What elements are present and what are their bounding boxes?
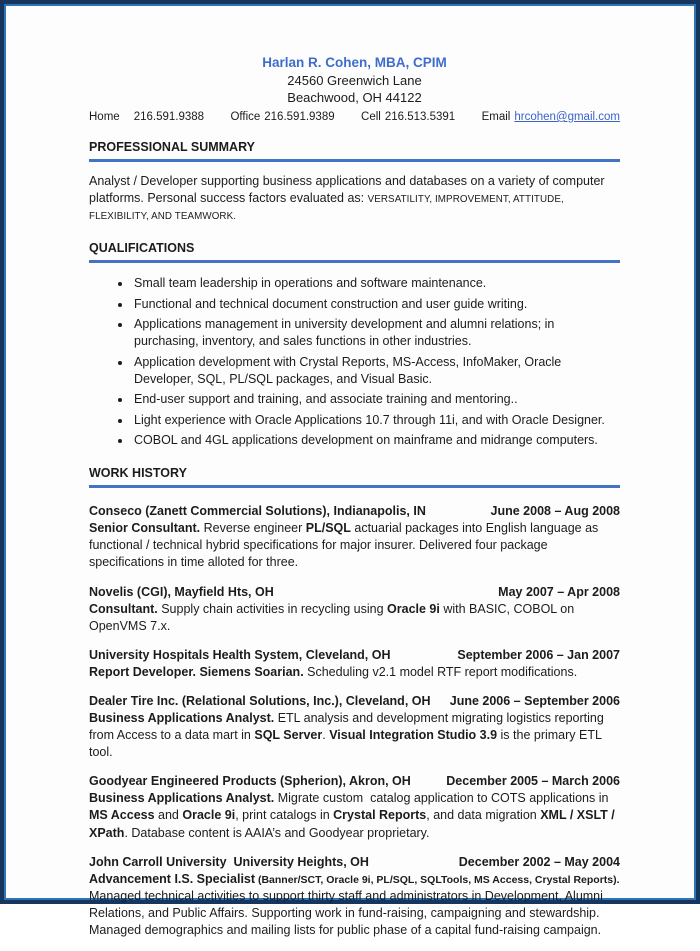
job-description-segment: MS Access	[89, 808, 155, 823]
professional-summary-heading: PROFESSIONAL SUMMARY	[89, 140, 620, 162]
job-entry-goodyear	[89, 773, 620, 841]
job-list	[89, 503, 624, 939]
email-link[interactable]: hrcohen@gmail.com	[514, 110, 620, 123]
resume-content	[89, 54, 624, 951]
job-description-segment: (Banner/SCT, Oracle 9i, PL/SQL, SQLTools, MS Access, Crystal Reports).	[255, 873, 620, 886]
qualification-item: • Application development with Crystal Reports, MS-Access, InfoMaker, Oracle Developer, SQL, PL/SQL packages, and Visual Basic.	[132, 354, 620, 388]
contact-email	[482, 111, 620, 123]
job-description-segment: . Database content is AAIA’s and Goodyear proprietary.	[124, 825, 430, 840]
job-description-segment: Supply chain activities in recycling using	[157, 601, 388, 616]
cell-label: Cell	[361, 110, 381, 123]
job-description-segment: .	[322, 728, 330, 743]
job-header	[89, 854, 620, 871]
job-dates: December 2002 – May 2004	[458, 854, 620, 869]
job-entry-john-carroll	[89, 854, 624, 940]
job-description-segment: Oracle 9i	[182, 808, 236, 823]
cell-phone: 216.513.5391	[384, 110, 456, 123]
professional-summary-body	[89, 173, 620, 224]
job-description-segment: with BASIC, COBOL on OpenVMS 7.x.	[89, 601, 578, 633]
job-description-segment: Managed technical activities to support thirty staff and administrators in Development, Alumni Relations, and Public Affairs. Supporting work in fund-raising, campaigning and stewardship. Managed demographics and mailing lists for public phase of a capital fund-raising campaign.	[89, 871, 624, 938]
job-description-segment: is the primary ETL tool.	[89, 728, 605, 760]
job-description-segment: and	[154, 808, 183, 823]
job-entry-dealer-tire	[89, 693, 620, 761]
job-description	[89, 871, 624, 940]
job-entry-conseco	[89, 503, 620, 571]
candidate-name: Harlan R. Cohen, MBA, CPIM	[262, 55, 447, 70]
job-description	[89, 710, 620, 761]
job-header	[89, 584, 620, 601]
job-description-segment: Report Developer. Siemens Soarian.	[89, 664, 304, 679]
resume-header	[89, 54, 620, 123]
job-description-segment: Advancement I.S. Specialist	[89, 871, 256, 886]
section-professional-summary	[89, 140, 620, 224]
job-company: University Hospitals Health System, Cleveland, OH	[89, 647, 391, 662]
job-company: Conseco (Zanett Commercial Solutions), Indianapolis, IN	[89, 504, 426, 519]
job-description-segment: Business Applications Analyst.	[89, 791, 275, 806]
contact-office	[230, 111, 334, 123]
job-company: Novelis (CGI), Mayfield Hts, OH	[89, 584, 274, 599]
job-description-segment: , print catalogs in	[235, 808, 334, 823]
job-dates: September 2006 – Jan 2007	[457, 647, 620, 662]
job-description-segment: Visual Integration Studio 3.9	[329, 728, 498, 743]
job-entry-novelis	[89, 584, 620, 635]
job-header	[89, 773, 620, 790]
job-dates: June 2008 – Aug 2008	[490, 504, 620, 519]
qualification-item: • Functional and technical document construction and user guide writing.	[132, 296, 620, 313]
office-label: Office	[230, 110, 261, 123]
qualification-item: • COBOL and 4GL applications development on mainframe and midrange computers.	[132, 432, 620, 449]
job-description-segment: Senior Consultant.	[89, 521, 201, 536]
section-work-history	[89, 466, 624, 939]
summary-smallcaps-text: VERSATILITY, IMPROVEMENT, ATTITUDE, FLEXIBILITY, AND TEAMWORK.	[89, 193, 564, 223]
job-header	[89, 503, 620, 520]
job-description-segment: , and data migration	[426, 808, 541, 823]
job-description-segment: Migrate custom catalog application to COTS applications in	[274, 791, 612, 806]
home-phone: 216.591.9388	[133, 110, 205, 123]
address-line-2: Beachwood, OH 44122	[287, 89, 422, 105]
qualification-item: • Small team leadership in operations and software maintenance.	[132, 275, 620, 292]
summary-lead-text: Analyst / Developer supporting business applications and databases on a variety of computer platforms. Personal success factors evaluated as:	[89, 173, 605, 205]
job-description	[89, 790, 620, 841]
qualifications-heading: QUALIFICATIONS	[89, 241, 620, 263]
address-line-1: 24560 Greenwich Lane	[287, 72, 422, 88]
job-description-segment: Crystal Reports	[333, 808, 427, 823]
job-header	[89, 693, 620, 710]
job-company: John Carroll University University Heights, OH	[89, 854, 369, 869]
job-description-segment: SQL Server	[254, 728, 323, 743]
job-dates: June 2006 – September 2006	[449, 693, 620, 708]
job-description-segment: Business Applications Analyst.	[89, 710, 275, 725]
job-description-segment: actuarial packages into English language as functional / technical hybrid specifications for major insurer. Delivered four package specifications in time alloted for three.	[89, 521, 602, 570]
job-description	[89, 520, 620, 571]
contact-row	[89, 111, 620, 123]
contact-cell	[361, 111, 455, 123]
job-description-segment: Oracle 9i	[387, 601, 440, 616]
qualification-item: • Applications management in university development and alumni relations; in purchasing, inventory, and sales functions in other industries.	[132, 316, 620, 350]
job-description	[89, 601, 620, 635]
job-company: Goodyear Engineered Products (Spherion), Akron, OH	[89, 774, 411, 789]
qualifications-list	[89, 275, 620, 449]
contact-home	[89, 111, 204, 123]
job-dates: May 2007 – Apr 2008	[498, 584, 620, 599]
email-label: Email	[481, 110, 511, 123]
office-phone: 216.591.9389	[264, 110, 335, 123]
section-qualifications	[89, 241, 620, 449]
job-description-segment: ETL analysis and development migrating logistics reporting from Access to a data mart in	[89, 710, 608, 743]
job-description-segment: Consultant.	[89, 601, 158, 616]
job-header	[89, 647, 620, 664]
job-description	[89, 664, 620, 681]
job-entry-university-hospitals	[89, 647, 620, 681]
job-company: Dealer Tire Inc. (Relational Solutions, Inc.), Cleveland, OH	[89, 693, 431, 708]
work-history-heading: WORK HISTORY	[89, 466, 620, 488]
job-dates: December 2005 – March 2006	[446, 774, 620, 789]
job-description-segment: Scheduling v2.1 model RTF report modifications.	[303, 664, 578, 679]
job-description-segment: Reverse engineer	[200, 521, 306, 536]
job-description-segment: PL/SQL	[305, 521, 351, 536]
qualification-item: • Light experience with Oracle Applications 10.7 through 11i, and with Oracle Designer.	[132, 412, 620, 429]
job-description-segment: XML / XSLT / XPath	[89, 808, 619, 840]
qualification-item: • End-user support and training, and associate training and mentoring..	[132, 391, 620, 408]
home-label: Home	[89, 110, 120, 123]
